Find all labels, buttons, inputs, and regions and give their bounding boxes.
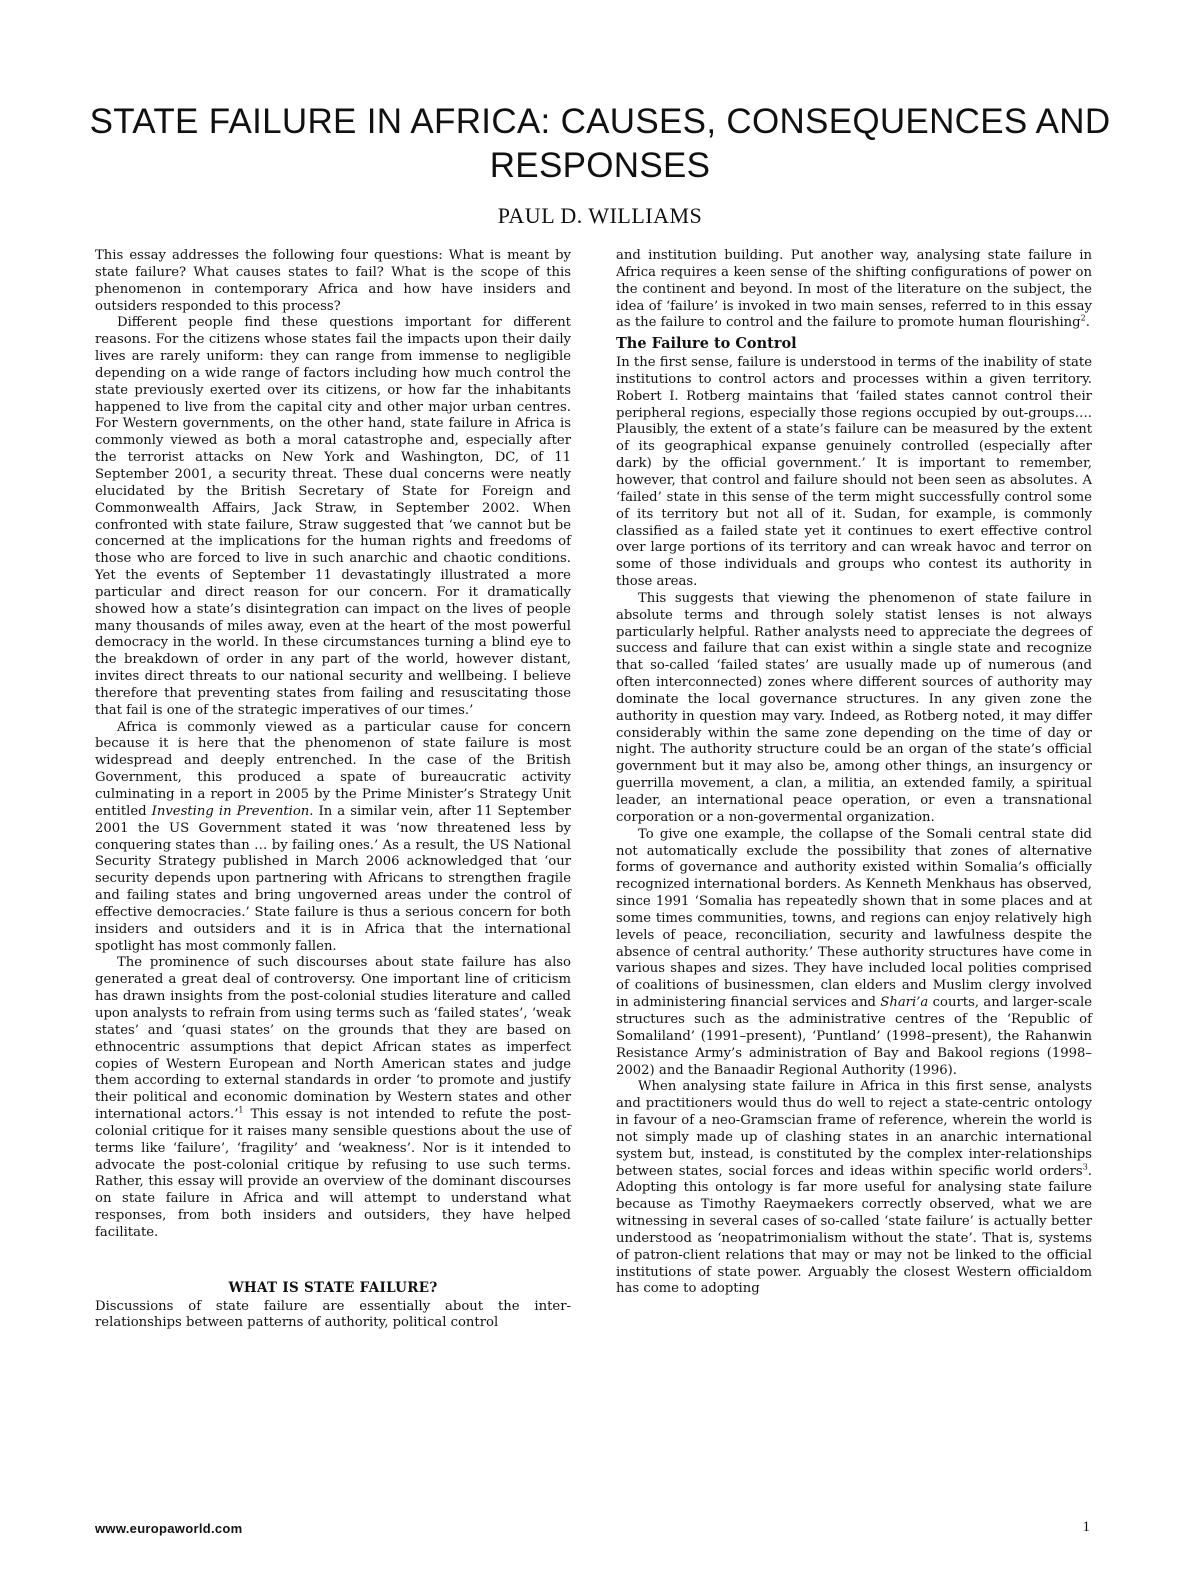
footnote-ref[interactable]: 2	[1080, 313, 1086, 323]
footnote-ref[interactable]: 3	[1082, 1162, 1088, 1172]
italic-term: Shari’a	[880, 995, 929, 1011]
paragraph: To give one example, the collapse of the Somali central state did not automatically exclude the possibility that zones of alternative forms of governance and authority existed within Somalia’s officially recognized international borders. As Kenneth Menkhaus has observed, since 1991 ‘Somalia has repeatedly shown that in some places and at some times communities, towns, and regions can enjoy relatively high levels of peace, reconciliation, security and lawfulness despite the absence of central authority.’ These authority structures have come in various shapes and sizes. They have included local polities comprised of coalitions of businessmen, clan elders and Muslim clergy involved in administering financial services and Shari’a courts, and larger-scale structures such as the administrative centres of the ‘Republic of Somaliland’ (1991–present), ‘Puntland’ (1998–present), the Rahanwin Resistance Army’s administration of Bay and Bakool regions (1998–2002) and the Banaadir Regional Authority (1996).	[616, 826, 1092, 1078]
author-name: PAUL D. WILLIAMS	[497, 203, 703, 228]
report-title: Investing in Prevention	[151, 803, 310, 819]
footer-url[interactable]: www.europaworld.com	[95, 1521, 243, 1536]
section-heading: WHAT IS STATE FAILURE?	[228, 1279, 438, 1296]
left-column	[95, 248, 571, 1332]
paragraph: This suggests that viewing the phenomenon of state failure in absolute terms and through solely statist lenses is not always particularly helpful. Rather analysts need to appreciate the degrees of success and failure that can exist within a single state and recognize that so-called ‘failed states’ are usually made up of numerous (and often interconnected) zones where different sources of authority may dominate the local governance structures. In any given zone the authority in question may vary. Indeed, as Rotberg noted, it may differ considerably within the same zone depending on the time of day or night. The authority structure could be an organ of the state’s official government but it may also be, among other things, an insurgency or guerrilla movement, a clan, a militia, an extended family, a spiritual leader, an international peace operation, or even a transnational corporation or a non-govermental organization.	[616, 590, 1092, 825]
paragraph: Africa is commonly viewed as a particular cause for concern because it is here that the phenomenon of state failure is most widespread and deeply entrenched. In the case of the British Government, this produced a spate of bureaucratic activity culminating in a report in 2005 by the Prime Minister’s Strategy Unit entitled Investing in Prevention. In a similar vein, after 11 September 2001 the US Government stated it was ‘now threatened less by conquering states than … by failing ones.’ As a result, the US National Security Strategy published in March 2006 acknowledged that ‘our security depends upon partnering with Africans to strengthen fragile and failing states and bring ungoverned areas under the control of effective democracies.’ State failure is thus a serious concern for both insiders and outsiders and it is in Africa that the international spotlight has most commonly fallen.	[95, 719, 571, 954]
right-column	[616, 248, 1092, 1298]
footnote-ref[interactable]: 1	[238, 1105, 244, 1115]
subsection-heading: The Failure to Control	[616, 335, 797, 353]
paragraph: and institution building. Put another way, analysing state failure in Africa requires a keen sense of the shifting configurations of power on the continent and beyond. In most of the literature on the subject, the idea of ‘failure’ is invoked in two main senses, referred to in this essay as the failure to control and the failure to promote human flourishing$^2$.	[616, 248, 1092, 331]
paragraph: The prominence of such discourses about state failure has also generated a great deal of controversy. One important line of criticism has drawn insights from the post-colonial studies literature and called upon analysts to refrain from using terms such as ‘failed states’, ‘weak states’ and ‘quasi states’ on the grounds that they are based on ethnocentric assumptions that depict African states as imperfect copies of Western European and North American states and judge them according to external standards in order ‘to promote and justify their political and economic domination by Western states and other international actors.’$^1$ This essay is not intended to refute the post-colonial critique for it raises many sensible questions about the use of terms like ‘failure’, ‘fragility’ and ‘weakness’. Nor is it intended to advocate the post-colonial critique by refusing to use such terms. Rather, this essay will provide an overview of the dominant discourses on state failure in Africa and will attempt to understand what responses, from both insiders and outsiders, they have helped facilitate.	[95, 955, 572, 1240]
page-number: 1	[1082, 1519, 1090, 1535]
paragraph: This essay addresses the following four questions: What is meant by state failure? What causes states to fail? What is the scope of this phenomenon in contemporary Africa and how have insiders and outsiders responded to this process?	[95, 248, 571, 314]
article-title: STATE FAILURE IN AFRICA: CAUSES, CONSEQUENCES AND RESPONSES	[89, 102, 1111, 185]
paragraph: When analysing state failure in Africa in this first sense, analysts and practitioners would thus do well to reject a state-centric ontology in favour of a neo-Gramscian frame of reference, wherein the world is not simply made up of clashing states in an anarchic international system but, instead, is constituted by the complex inter-relationships between states, social forces and ideas within specific world orders$^3$. Adopting this ontology is far more useful for analysing state failure because as Timothy Raeymaekers correctly observed, what we are witnessing in several cases of so-called ‘state failure’ is actually better understood as ‘neopatrimonialism without the state’. That is, systems of patron-client relations that may or may not be linked to the official institutions of state power. Arguably the closest Western officialdom has come to adopting	[616, 1079, 1092, 1297]
paragraph: Different people find these questions important for different reasons. For the citizens whose states fail the impacts upon their daily lives are rarely uniform: they can range from immense to negligible depending on a wide range of factors including how much control the state previously exerted over its citizens, or how far the inhabitants happened to live from the capital city and other major urban centres. For Western governments, on the other hand, state failure in Africa is commonly viewed as both a moral catastrophe and, especially after the terrorist attacks on New York and Washington, DC, of 11 September 2001, a security threat. These dual concerns were neatly elucidated by the British Secretary of State for Foreign and Commonwealth Affairs, Jack Straw, in September 2002. When confronted with state failure, Straw suggested that ‘we cannot but be concerned at the implications for the human rights and freedoms of those who are forced to live in such anarchic and chaotic conditions. Yet the events of September 11 devastatingly illustrated a more particular and direct reason for our concern. For it dramatically showed how a state’s disintegration can impact on the lives of people many thousands of miles away, even at the heart of the most powerful democracy in the world. In these circumstances turning a blind eye to the breakdown of order in any part of the world, however distant, invites direct threats to our national security and wellbeing. I believe therefore that preventing states from failing and resuscitating those that fail is one of the strategic imperatives of our times.’	[95, 315, 571, 718]
paragraph: Discussions of state failure are essentially about the inter-relationships between patterns of authority, political control	[95, 1298, 571, 1331]
paragraph: In the first sense, failure is understood in terms of the inability of state institutions to control actors and processes within a given territory. Robert I. Rotberg maintains that ‘failed states cannot control their peripheral regions, especially those regions occupied by out-groups…. Plausibly, the extent of a state’s failure can be measured by the extent of its geographical expanse genuinely controlled (especially after dark) by the official government.’ It is important to remember, however, that control and failure should not been seen as absolutes. A ‘failed’ state in this sense of the term might successfully control some of its territory but not all of it. Sudan, for example, is commonly classified as a failed state yet it continues to exert effective control over large portions of its territory and can wreak havoc and terror on some of those individuals and groups who contest its authority in those areas.	[616, 355, 1092, 590]
